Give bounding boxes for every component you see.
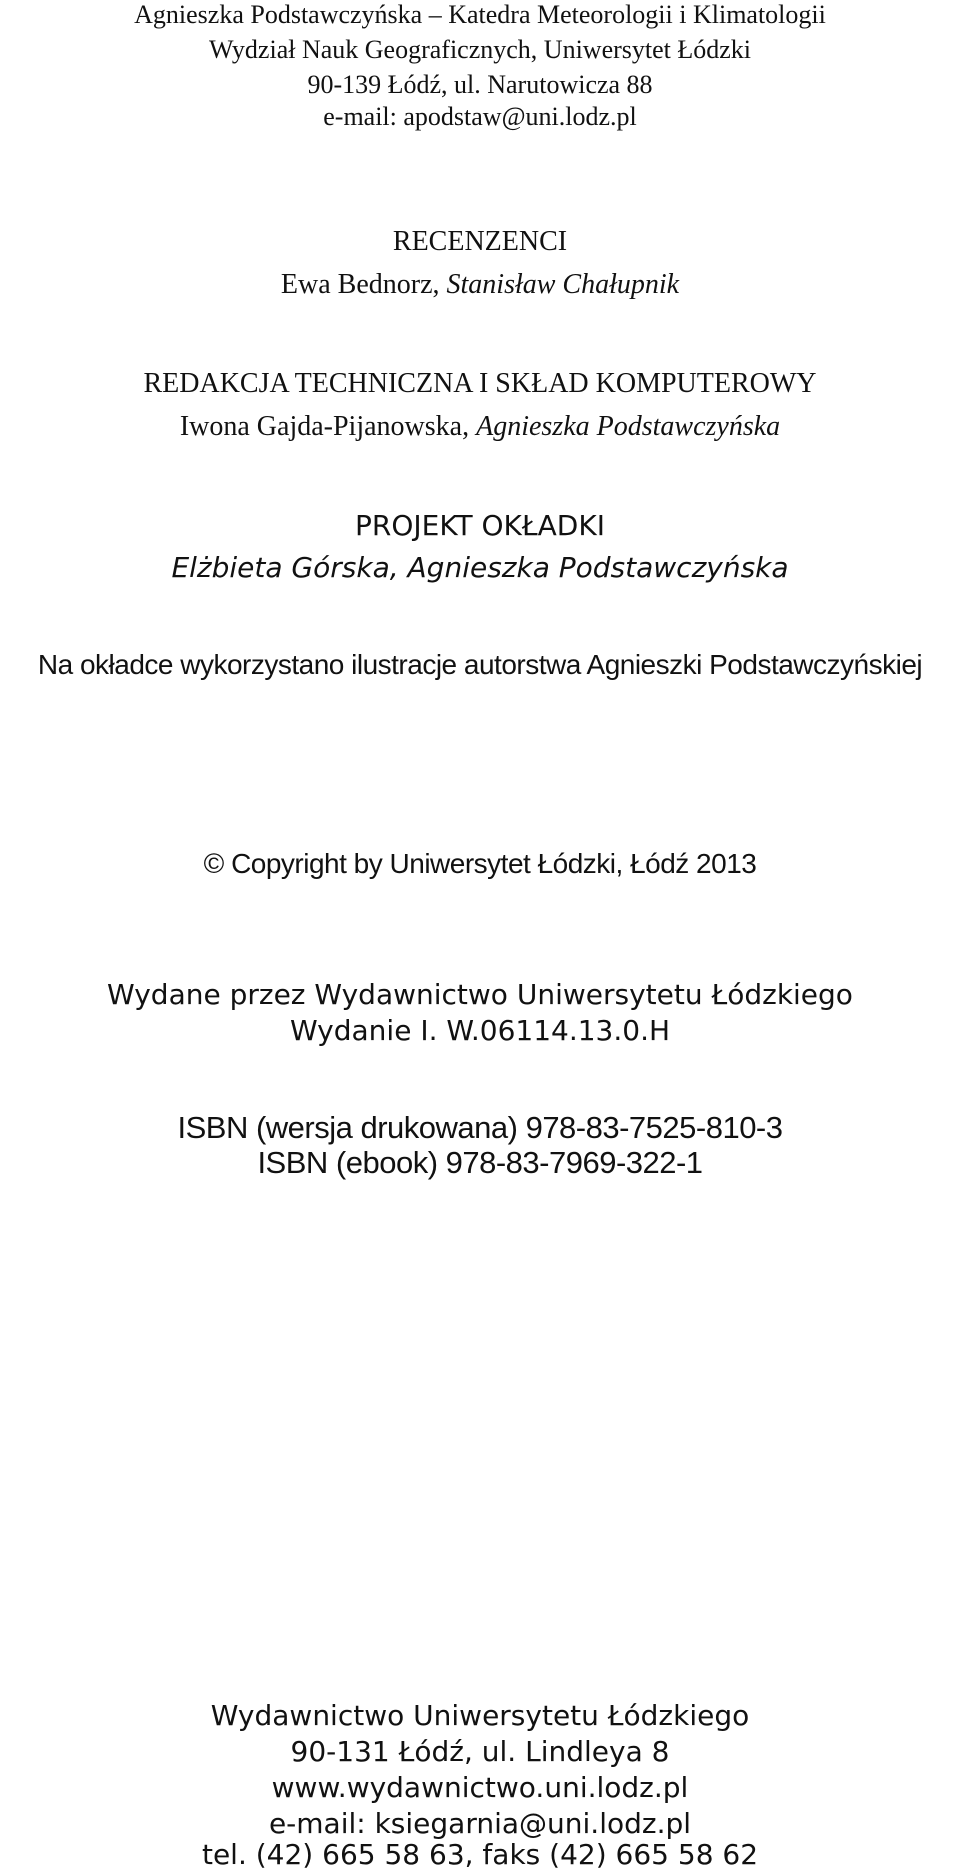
publisher-email-link[interactable]: e-mail: ksiegarnia@uni.lodz.pl	[268, 1807, 692, 1840]
technical-editor-2: Agnieszka Podstawczyńska	[476, 411, 781, 442]
reviewers-names	[0, 271, 960, 299]
isbn-print: ISBN (wersja drukowana) 978-83-7525-810-3	[177, 1110, 783, 1145]
publisher-website-link[interactable]: www.wydawnictwo.uni.lodz.pl	[271, 1771, 689, 1804]
author-email[interactable]: e-mail: apodstaw@uni.lodz.pl	[323, 102, 637, 131]
isbn-ebook: ISBN (ebook) 978-83-7969-322-1	[257, 1145, 703, 1180]
author-faculty-line: Wydział Nauk Geograficznych, Uniwersytet Łódzki	[208, 35, 752, 64]
cover-design-heading: PROJEKT OKŁADKI	[355, 509, 605, 542]
copyright-line	[0, 850, 960, 878]
author-affiliation-line: Agnieszka Podstawczyńska – Katedra Meteorologii i Klimatologii	[134, 0, 826, 29]
technical-editor-1: Iwona Gajda-Pijanowska,	[179, 411, 470, 442]
author-address-line: 90-139 Łódź, ul. Narutowicza 88	[307, 70, 653, 99]
technical-editing-heading: REDAKCJA TECHNICZNA I SKŁAD KOMPUTEROWY	[143, 368, 817, 399]
reviewer-name-2: Stanisław Chałupnik	[446, 269, 680, 300]
reviewers-heading: RECENZENCI	[392, 226, 568, 257]
reviewer-name-1: Ewa Bednorz,	[280, 269, 440, 300]
publisher-phone: tel. (42) 665 58 63, faks (42) 665 58 62	[201, 1838, 759, 1871]
cover-illustration-note: Na okładce wykorzystano ilustracje autorstwa Agnieszki Podstawczyńskiej	[37, 649, 923, 680]
publisher-name: Wydawnictwo Uniwersytetu Łódzkiego	[210, 1699, 750, 1732]
published-by-line: Wydane przez Wydawnictwo Uniwersytetu Łódzkiego	[107, 978, 853, 1011]
publisher-address: 90-131 Łódź, ul. Lindleya 8	[290, 1735, 670, 1768]
edition-code: Wydanie I. W.06114.13.0.H	[289, 1014, 671, 1047]
cover-design-names: Elżbieta Górska, Agnieszka Podstawczyńska	[171, 551, 789, 584]
copyright-text: Copyright by Uniwersytet Łódzki, Łódź 2013	[231, 848, 757, 879]
technical-editing-names	[0, 413, 960, 441]
copyright-icon: ©	[203, 848, 224, 879]
